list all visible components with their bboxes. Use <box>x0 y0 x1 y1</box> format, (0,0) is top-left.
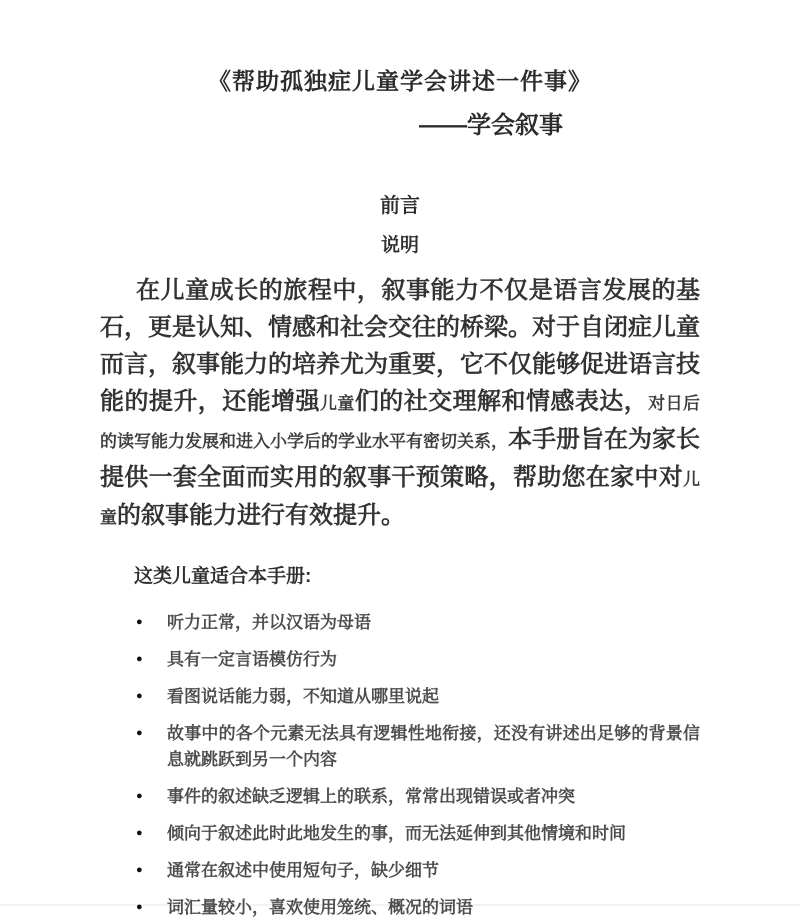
bullet-icon: ● <box>136 864 143 876</box>
paragraph-segment: 本手册旨在为家长提供一套全面而实用的叙事干预策略，帮助您在家中对 <box>100 427 700 491</box>
preface-subheading: 说明 <box>380 235 419 256</box>
list-item-text: 词汇量较小，喜欢使用笼统、概况的词语 <box>167 898 473 917</box>
preface-paragraph <box>100 273 700 536</box>
paragraph-segment: 对日后的读写能力发展和进入小学后的学业水平有密切关系， <box>100 394 701 451</box>
bullet-icon: ● <box>136 616 143 628</box>
list-item-text: 事件的叙述缺乏逻辑上的联系，常常出现错误或者冲突 <box>167 787 575 806</box>
list-item <box>136 647 700 673</box>
paragraph-segment: 儿童 <box>100 470 700 527</box>
list-item <box>136 610 700 636</box>
suitability-list <box>100 610 700 921</box>
paragraph-segment: 们的社交理解和情感表达， <box>354 389 649 415</box>
list-item-text: 通常在叙述中使用短句子，缺少细节 <box>167 861 439 880</box>
paragraph-segment: 儿童 <box>319 394 355 413</box>
suitability-heading: 这类儿童适合本手册: <box>134 566 312 587</box>
bullet-icon: ● <box>136 727 143 739</box>
paragraph-segment: 在儿童成长的旅程中，叙事能力不仅是语言发展的基石，更是认知、情感和社会交往的桥梁。对于自闭症儿童而言，叙事能力的培养尤为重要，它不仅能够促进语言技能的提升，还能增强 <box>100 278 700 415</box>
bullet-icon: ● <box>136 901 143 913</box>
list-item-text: 倾向于叙述此时此地发生的事，而无法延伸到其他情境和时间 <box>167 824 626 843</box>
list-item-text: 看图说话能力弱，不知道从哪里说起 <box>167 687 439 706</box>
list-item <box>136 684 700 710</box>
bullet-icon: ● <box>136 790 143 802</box>
document-title: 《帮助孤独症儿童学会讲述一件事》 <box>208 68 592 94</box>
list-item-text: 具有一定言语模仿行为 <box>167 650 337 669</box>
list-item <box>136 895 700 921</box>
bullet-icon: ● <box>136 653 143 665</box>
bullet-icon: ● <box>136 690 143 702</box>
list-item <box>136 721 700 773</box>
preface-heading: 前言 <box>380 195 420 217</box>
list-item <box>136 858 700 884</box>
list-item <box>136 784 700 810</box>
bullet-icon: ● <box>136 827 143 839</box>
list-item-text: 故事中的各个元素无法具有逻辑性地衔接，还没有讲述出足够的背景信息就跳跃到另一个内容 <box>167 724 700 769</box>
list-item-text: 听力正常，并以汉语为母语 <box>167 613 371 632</box>
paragraph-segment: 的叙事能力进行有效提升。 <box>117 503 405 529</box>
document-subtitle: ——学会叙事 <box>419 112 563 139</box>
list-item <box>136 821 700 847</box>
